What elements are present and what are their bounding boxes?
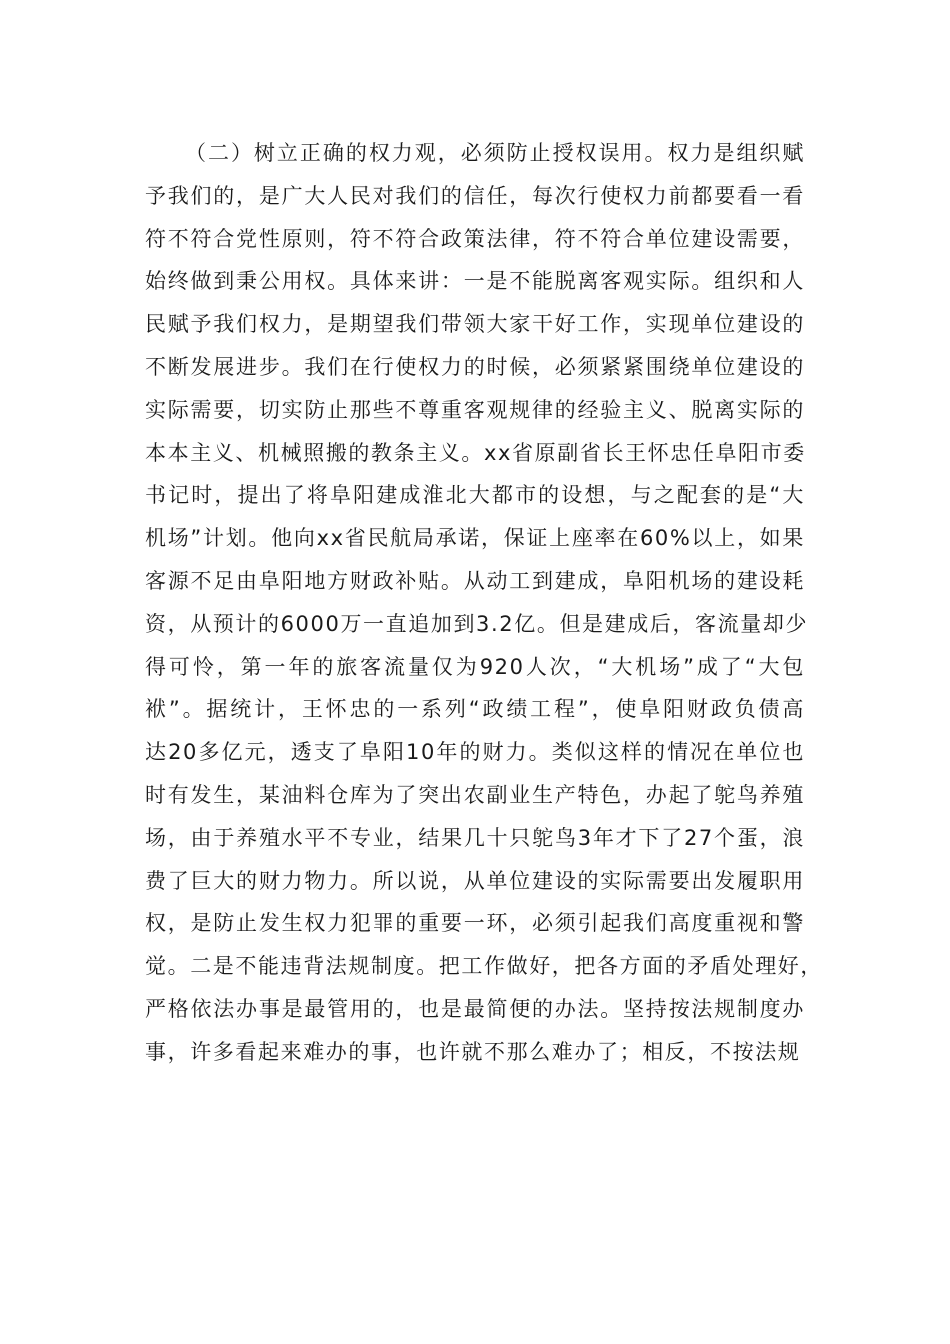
text-line: 予我们的，是广大人民对我们的信任，每次行使权力前都要看一看 <box>145 183 805 208</box>
text-line: 觉。二是不能违背法规制度。把工作做好，把各方面的矛盾处理好， <box>145 954 823 979</box>
text-line: 严格依法办事是最管用的，也是最简便的办法。坚持按法规制度办 <box>145 996 805 1021</box>
text-line: 不断发展进步。我们在行使权力的时候，必须紧紧围绕单位建设的 <box>145 354 805 379</box>
text-line: 始终做到秉公用权。具体来讲：一是不能脱离客观实际。组织和人 <box>145 269 805 294</box>
text-line: 实际需要，切实防止那些不尊重客观规律的经验主义、脱离实际的 <box>145 397 805 422</box>
text-line: 符不符合党性原则，符不符合政策法律，符不符合单位建设需要， <box>145 226 805 251</box>
text-line: 权，是防止发生权力犯罪的重要一环，必须引起我们高度重视和警 <box>145 911 805 936</box>
text-line: 事，许多看起来难办的事，也许就不那么难办了；相反，不按法规 <box>145 1039 801 1064</box>
text-line: 客源不足由阜阳地方财政补贴。从动工到建成，阜阳机场的建设耗 <box>145 568 805 593</box>
text-line: 民赋予我们权力，是期望我们带领大家干好工作，实现单位建设的 <box>145 312 805 337</box>
text-line: 书记时，提出了将阜阳建成淮北大都市的设想，与之配套的是“大 <box>145 483 805 508</box>
text-line: （二）树立正确的权力观，必须防止授权误用。权力是组织赋 <box>185 141 805 165</box>
text-line: 费了巨大的财力物力。所以说，从单位建设的实际需要出发履职用 <box>145 868 805 893</box>
text-line: 时有发生，某油料仓库为了突出农副业生产特色，办起了鸵鸟养殖 <box>145 782 805 807</box>
text-line: 资，从预计的6000万一直追加到3.2亿。但是建成后，客流量却少 <box>145 611 809 636</box>
text-line: 本本主义、机械照搬的教条主义。xx省原副省长王怀忠任阜阳市委 <box>145 440 806 465</box>
text-line: 场，由于养殖水平不专业，结果几十只鸵鸟3年才下了27个蛋，浪 <box>145 825 805 850</box>
text-line: 达20多亿元，透支了阜阳10年的财力。类似这样的情况在单位也 <box>145 740 805 765</box>
document-body <box>145 132 823 1074</box>
text-line: 机场”计划。他向xx省民航局承诺，保证上座率在60%以上，如果 <box>145 526 805 551</box>
text-line: 得可怜，第一年的旅客流量仅为920人次，“大机场”成了“大包 <box>145 654 805 679</box>
text-line: 袱”。据统计，王怀忠的一系列“政绩工程”，使阜阳财政负债高 <box>145 697 805 722</box>
